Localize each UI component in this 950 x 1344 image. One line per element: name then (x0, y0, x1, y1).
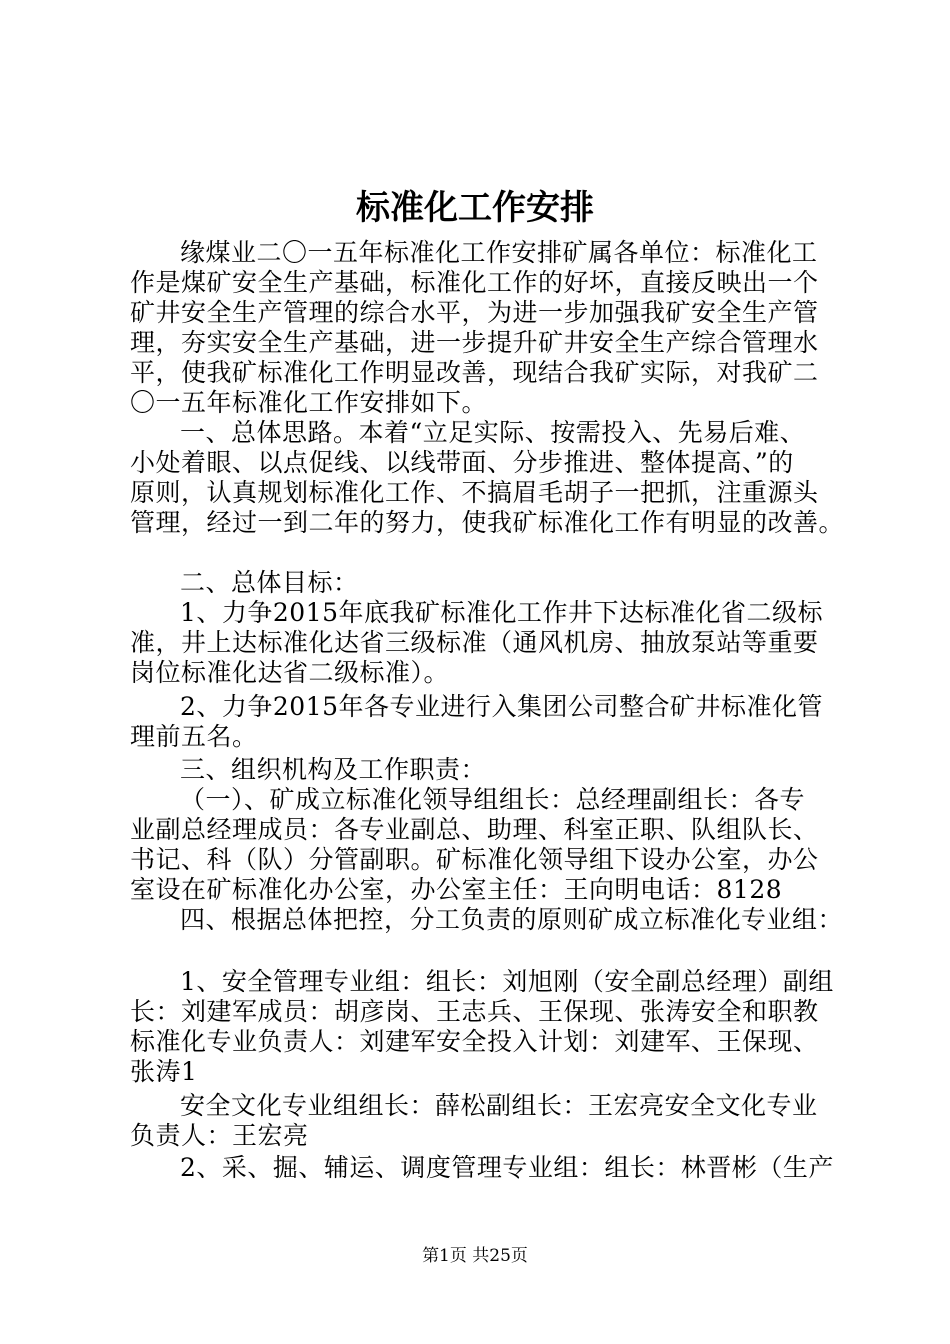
document-title: 标准化工作安排 (356, 188, 594, 228)
text-line: 三、组织机构及工作职责： (180, 755, 487, 784)
text-line: 平，使我矿标准化工作明显改善，现结合我矿实际，对我矿二 (130, 358, 819, 387)
text-line: 准，井上达标准化达省三级标准（通风机房、抽放泵站等重要 (130, 628, 819, 657)
text-line: 负责人：王宏亮 (130, 1121, 309, 1150)
text-line: 理前五名。 (130, 722, 258, 751)
text-line: 室设在矿标准化办公室，办公室主任：王向明电话：8128 (130, 875, 783, 904)
text-line: 小处着眼、以点促线、以线带面、分步推进、整体提高、”的 (130, 448, 794, 477)
text-line: 标准化专业负责人：刘建军安全投入计划：刘建军、王保现、 (130, 1027, 819, 1056)
text-line: 书记、科（队）分管副职。矿标准化领导组下设办公室，办公 (130, 845, 819, 874)
text-line: 〇一五年标准化工作安排如下。 (130, 388, 488, 417)
text-line: （一）、矿成立标准化领导组组长：总经理副组长：各专 (180, 785, 806, 814)
text-line: 二、总体目标： (180, 568, 359, 597)
text-line: 2、力争2015年各专业进行入集团公司整合矿井标准化管 (180, 692, 824, 721)
text-line: 管理，经过一到二年的努力，使我矿标准化工作有明显的改善。 (130, 508, 845, 537)
text-line: 业副总经理成员：各专业副总、助理、科室正职、队组队长、 (130, 815, 819, 844)
text-line: 1、力争2015年底我矿标准化工作井下达标准化省二级标 (180, 598, 824, 627)
text-line: 理，夯实安全生产基础，进一步提升矿井安全生产综合管理水 (130, 328, 819, 357)
text-line: 岗位标准化达省二级标准）。 (130, 658, 450, 687)
text-line: 四、根据总体把控，分工负责的原则矿成立标准化专业组： (180, 905, 844, 934)
text-line: 张涛1 (130, 1057, 198, 1086)
text-line: 作是煤矿安全生产基础，标准化工作的好坏，直接反映出一个 (130, 268, 819, 297)
text-line: 缘煤业二〇一五年标准化工作安排矿属各单位：标准化工 (180, 238, 818, 267)
text-line: 一、总体思路。本着“立足实际、按需投入、先易后难、 (180, 418, 806, 447)
text-line: 安全文化专业组组长：薛松副组长：王宏亮安全文化专业 (180, 1091, 818, 1120)
text-line: 1、安全管理专业组：组长：刘旭刚（安全副总经理）副组 (180, 967, 834, 996)
text-line: 矿井安全生产管理的综合水平，为进一步加强我矿安全生产管 (130, 298, 819, 327)
text-line: 原则，认真规划标准化工作、不搞眉毛胡子一把抓，注重源头 (130, 478, 819, 507)
text-line: 长：刘建军成员：胡彦岗、王志兵、王保现、张涛安全和职教 (130, 997, 819, 1026)
page-footer: 第1页 共25页 (422, 1246, 528, 1266)
text-line: 2、采、掘、辅运、调度管理专业组：组长：林晋彬（生产 (180, 1153, 834, 1182)
